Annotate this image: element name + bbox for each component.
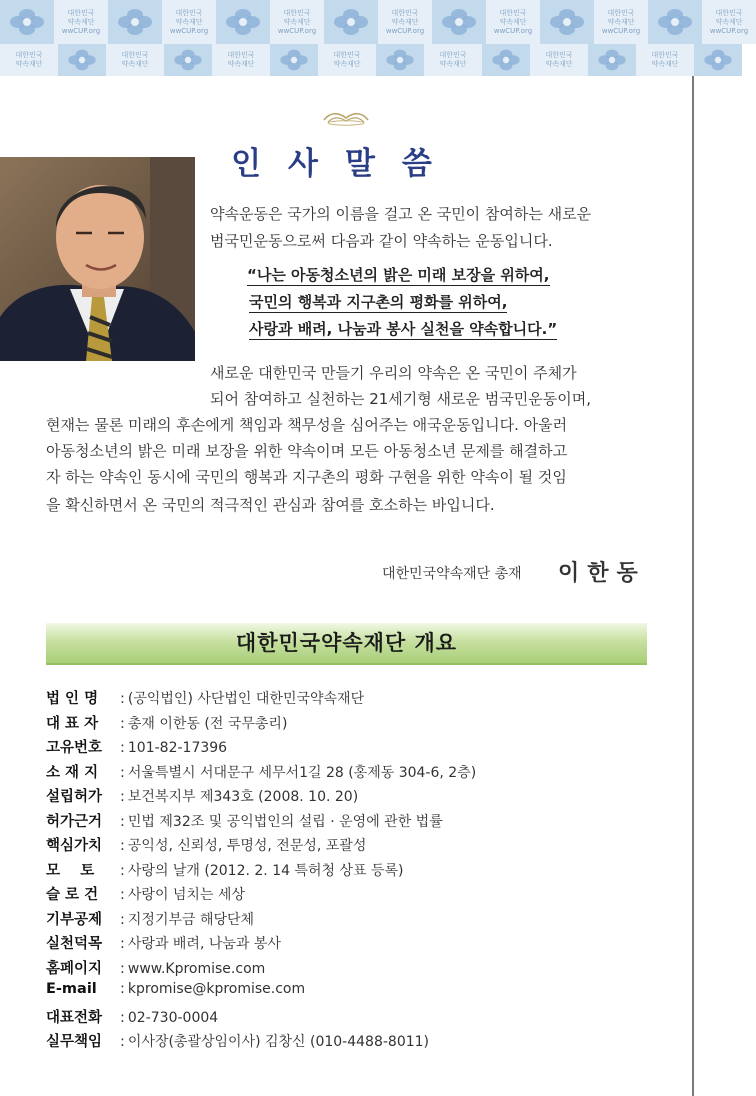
banner-text-tile: [424, 44, 482, 76]
banner-tile-text: wwCUP.org: [385, 26, 425, 35]
banner-tile-text: wwCUP.org: [277, 26, 317, 35]
flower-logo-icon: [548, 7, 586, 37]
page-right-border: [692, 52, 694, 1096]
info-key: 대 표 자: [46, 715, 99, 732]
info-value: 총재 이한동 (전 국무총리): [127, 715, 288, 732]
banner-text-tile: [636, 44, 694, 76]
body-line-4: 아동청소년의 밝은 미래 보장을 위한 약속이며 모든 아동청소년 문제를 해결하고: [46, 442, 568, 460]
info-value: 서울특별시 서대문구 세무서1길 28 (홍제동 304-6, 2층): [127, 764, 477, 781]
banner-tile-text: wwCUP.org: [601, 26, 641, 35]
info-key: 법 인 명: [46, 691, 99, 707]
banner-tile-text: 대한민국: [391, 8, 419, 17]
banner-text-tile: [594, 0, 648, 44]
banner-flower-tile: [0, 0, 54, 44]
info-value: 공익성, 신뢰성, 투명성, 전문성, 포괄성: [127, 838, 367, 854]
banner-tile-text: wwCUP.org: [61, 26, 101, 35]
info-colon: :: [120, 813, 125, 830]
pledge-line-1: “나는 아동청소년의 밝은 미래 보장을 위하여,: [247, 266, 550, 284]
banner-tile-text: 대한민국: [715, 8, 743, 17]
banner-flower-tile: [216, 0, 270, 44]
banner-text-tile: [162, 0, 216, 44]
page-title: 인사말씀: [231, 146, 459, 182]
banner-tile-text: 대한민국: [607, 8, 635, 17]
info-value: 02-730-0004: [127, 1009, 219, 1026]
info-value: 이사장(총괄상임이사) 김창신 (010-4488-8011): [127, 1034, 430, 1050]
banner-flower-tile: [270, 44, 318, 76]
info-colon: :: [120, 936, 125, 952]
banner-flower-tile: [376, 44, 424, 76]
info-row: [46, 761, 666, 786]
banner-tile-text: 약속재단: [227, 60, 255, 68]
banner-tile-text: wwCUP.org: [493, 26, 533, 35]
info-key: 홈페이지: [46, 960, 103, 977]
banner-text-tile: [318, 44, 376, 76]
info-key: 소 재 지: [46, 764, 99, 781]
info-value: 보건복지부 제343호 (2008. 10. 20): [127, 789, 359, 805]
flower-logo-icon: [171, 48, 205, 72]
info-row: [46, 834, 666, 859]
info-key: 핵심가치: [46, 838, 103, 854]
flower-logo-icon: [224, 7, 262, 37]
header-banner: [0, 0, 749, 76]
info-row: [46, 1030, 666, 1055]
info-colon: :: [120, 740, 125, 756]
info-colon: :: [120, 1034, 125, 1050]
banner-text-tile: [54, 0, 108, 44]
body-line-3: 현재는 물론 미래의 후손에게 책임과 책무성을 심어주는 애국운동입니다. 아울러: [46, 416, 568, 434]
banner-text-tile: [702, 0, 756, 44]
flower-logo-icon: [440, 7, 478, 37]
info-key: 기부공제: [46, 911, 103, 928]
info-key: 슬 로 건: [46, 887, 99, 903]
info-row: [46, 687, 666, 712]
president-photo: [0, 157, 195, 361]
info-key: 설립허가: [46, 789, 103, 805]
flower-logo-icon: [383, 48, 417, 72]
banner-tile-text: 대한민국: [121, 51, 149, 59]
info-row: [46, 859, 666, 884]
banner-flower-tile: [58, 44, 106, 76]
banner-tile-text: wwCUP.org: [169, 26, 209, 35]
info-colon: :: [120, 960, 125, 977]
info-value: (공익법인) 사단법인 대한민국약속재단: [127, 691, 365, 707]
banner-flower-tile: [482, 44, 530, 76]
flower-logo-icon: [8, 7, 46, 37]
banner-tile-text: 약속재단: [607, 17, 635, 26]
info-colon: :: [120, 911, 125, 928]
banner-text-tile: [530, 44, 588, 76]
info-key: 대표전화: [46, 1009, 103, 1026]
info-row: [46, 785, 666, 810]
info-value: kpromise@kpromise.com: [127, 981, 306, 997]
info-colon: :: [120, 838, 125, 854]
info-value: 지정기부금 해당단체: [127, 911, 255, 928]
banner-row-top: [0, 0, 749, 44]
info-colon: :: [120, 789, 125, 805]
info-colon: :: [120, 1009, 125, 1026]
info-value: 사랑의 날개 (2012. 2. 14 특허청 상표 등록): [127, 862, 404, 879]
info-colon: :: [120, 862, 125, 879]
info-key: 실무책임: [46, 1034, 103, 1050]
banner-text-tile: [486, 0, 540, 44]
info-value: 사랑과 배려, 나눔과 봉사: [127, 936, 281, 952]
info-colon: :: [120, 981, 125, 997]
banner-text-tile: [0, 44, 58, 76]
banner-tile-text: 대한민국: [175, 8, 203, 17]
banner-text-tile: [378, 0, 432, 44]
pledge-line-2: 국민의 행복과 지구촌의 평화를 위하여,: [249, 293, 508, 311]
info-colon: :: [120, 887, 125, 903]
banner-tile-text: 대한민국: [439, 51, 467, 59]
banner-flower-tile: [432, 0, 486, 44]
flower-logo-icon: [701, 48, 735, 72]
flower-logo-icon: [656, 7, 694, 37]
body-line-2: 되어 참여하고 실천하는 21세기형 새로운 범국민운동이며,: [210, 390, 591, 408]
flower-logo-icon: [489, 48, 523, 72]
info-row: [46, 1006, 666, 1031]
body-line-6: 을 확신하면서 온 국민의 적극적인 관심과 참여를 호소하는 바입니다.: [46, 496, 495, 514]
flower-logo-icon: [116, 7, 154, 37]
banner-text-tile: [212, 44, 270, 76]
banner-tile-text: 약속재단: [651, 60, 679, 68]
banner-tile-text: 대한민국: [333, 51, 361, 59]
info-row: [46, 883, 666, 908]
banner-flower-tile: [648, 0, 702, 44]
info-key: 고유번호: [46, 740, 103, 756]
intro-line-2: 범국민운동으로써 다음과 같이 약속하는 운동입니다.: [210, 232, 553, 250]
info-key: 모 토: [46, 862, 95, 879]
info-value: 사랑이 넘치는 세상: [127, 887, 245, 903]
banner-tile-text: 대한민국: [15, 51, 43, 59]
banner-tile-text: 약속재단: [333, 60, 361, 68]
info-row: [46, 908, 666, 933]
info-value: 101-82-17396: [127, 740, 228, 756]
banner-tile-text: 대한민국: [499, 8, 527, 17]
banner-flower-tile: [324, 0, 378, 44]
flower-logo-icon: [595, 48, 629, 72]
info-row: [46, 736, 666, 761]
info-row: [46, 932, 666, 957]
info-row: [46, 981, 666, 1006]
ornament-icon: [320, 108, 372, 128]
info-row: [46, 957, 666, 982]
info-colon: :: [120, 715, 125, 732]
flower-logo-icon: [277, 48, 311, 72]
flower-logo-icon: [65, 48, 99, 72]
signature-org: 대한민국약속재단 총재: [382, 566, 522, 582]
banner-flower-tile: [588, 44, 636, 76]
banner-row-bottom: [0, 44, 700, 76]
banner-tile-text: 약속재단: [283, 17, 311, 26]
banner-flower-tile: [164, 44, 212, 76]
body-line-5: 자 하는 약속인 동시에 국민의 행복과 지구촌의 평화 구현을 위한 약속이 될 것임: [46, 468, 567, 486]
intro-line-1: 약속운동은 국가의 이름을 걸고 온 국민이 참여하는 새로운: [210, 205, 592, 223]
info-value: 민법 제32조 및 공익법인의 설립 · 운영에 관한 법률: [127, 813, 443, 830]
info-key: 실천덕목: [46, 936, 103, 952]
banner-tile-text: 약속재단: [67, 17, 95, 26]
body-line-1: 새로운 대한민국 만들기 우리의 약속은 온 국민이 주체가: [210, 364, 577, 382]
banner-flower-tile: [694, 44, 742, 76]
signature-name: 이한동: [558, 560, 646, 586]
banner-tile-text: 대한민국: [67, 8, 95, 17]
info-value: www.Kpromise.com: [127, 960, 266, 977]
flower-logo-icon: [332, 7, 370, 37]
info-colon: :: [120, 764, 125, 781]
banner-tile-text: 약속재단: [439, 60, 467, 68]
portrait-image: [0, 157, 195, 361]
banner-tile-text: 약속재단: [175, 17, 203, 26]
banner-text-tile: [106, 44, 164, 76]
banner-flower-tile: [108, 0, 162, 44]
banner-tile-text: 약속재단: [391, 17, 419, 26]
banner-text-tile: [270, 0, 324, 44]
info-colon: :: [120, 691, 125, 707]
banner-tile-text: 대한민국: [283, 8, 311, 17]
info-row: [46, 810, 666, 835]
section-title: 대한민국약속재단 개요: [235, 631, 458, 655]
banner-tile-text: wwCUP.org: [709, 26, 749, 35]
foundation-info-list: [46, 687, 666, 1055]
banner-tile-text: 대한민국: [227, 51, 255, 59]
banner-tile-text: 약속재단: [15, 60, 43, 68]
pledge-line-3: 사랑과 배려, 나눔과 봉사 실천을 약속합니다.”: [249, 320, 558, 338]
info-row: [46, 712, 666, 737]
overview-section-header: [46, 623, 647, 665]
banner-tile-text: 약속재단: [715, 17, 743, 26]
banner-tile-text: 약속재단: [499, 17, 527, 26]
info-key: E-mail: [46, 981, 97, 997]
banner-tile-text: 약속재단: [121, 60, 149, 68]
banner-tile-text: 대한민국: [651, 51, 679, 59]
banner-tile-text: 약속재단: [545, 60, 573, 68]
banner-flower-tile: [540, 0, 594, 44]
banner-tile-text: 대한민국: [545, 51, 573, 59]
info-key: 허가근거: [46, 813, 103, 830]
